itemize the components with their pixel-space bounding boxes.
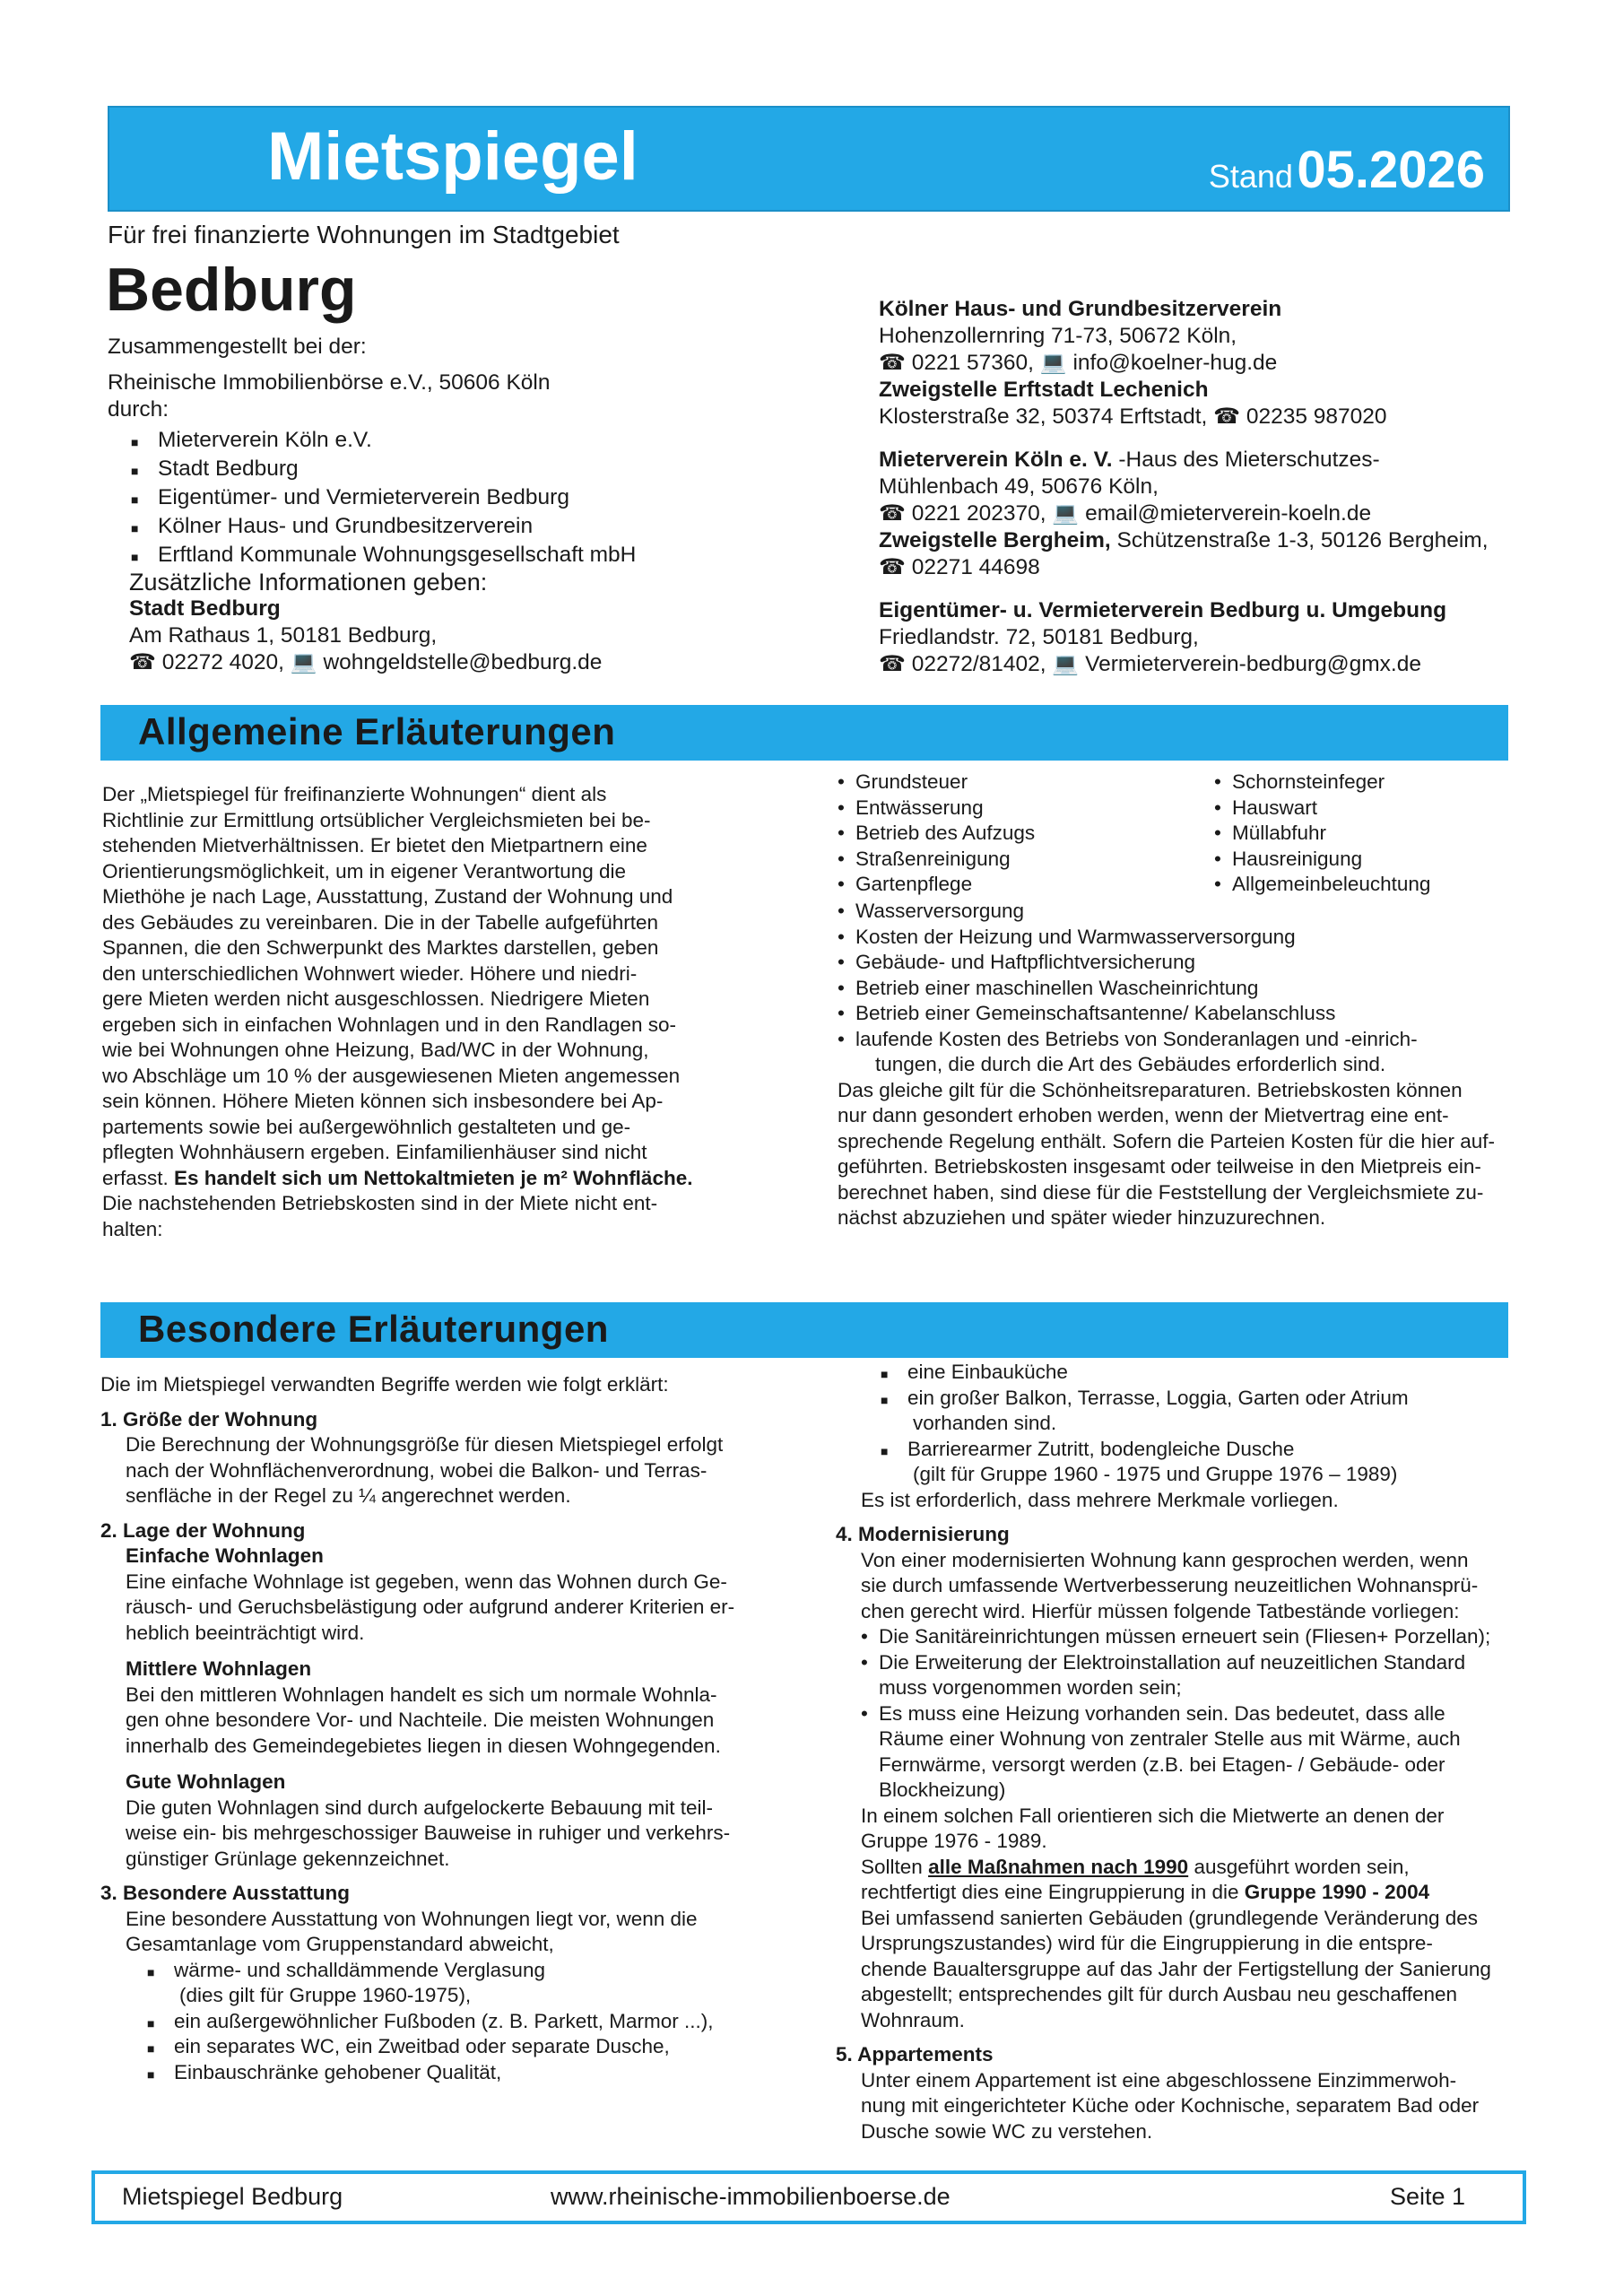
subsection-subtitle: Einfache Wohnlagen <box>126 1544 324 1567</box>
costs-full-list <box>838 899 1555 1052</box>
cost-item: • Grundsteuer <box>855 770 1035 796</box>
nettokalt-note: Es handelt sich um Nettokaltmieten je m² Wohnfläche. <box>174 1166 693 1189</box>
contact-phone: 02271 44698 <box>911 555 1040 579</box>
text-line: Räume einer Wohnung von zentraler Stelle aus mit Wärme, auch <box>879 1727 1461 1750</box>
stadt-email[interactable]: wohngeldstelle@bedburg.de <box>323 650 603 674</box>
contact-addr: Friedlandstr. 72, 50181 Bedburg, <box>879 625 1199 649</box>
stand-date <box>1209 140 1485 200</box>
costs-left-list <box>855 770 1035 898</box>
cost-item: • Betrieb des Aufzugs <box>855 821 1035 847</box>
contact-name: Zweigstelle Bergheim, <box>879 528 1111 552</box>
cost-item: • Betrieb einer Gemeinschaftsantenne/ Kabelanschluss <box>855 1001 1555 1027</box>
text-line <box>102 1166 838 1192</box>
ausstattung-list-cont <box>836 1437 1553 1463</box>
text-line: (dies gilt für Gruppe 1960-1975), <box>179 1984 472 2006</box>
cost-item: • Betrieb einer maschinellen Wascheinrichtung <box>855 976 1555 1002</box>
phone-icon: ☎ <box>129 650 156 674</box>
text-line: räusch- und Geruchsbelästigung oder aufgrund anderer Kriterien er- <box>126 1596 735 1618</box>
text-line <box>861 1880 1553 1906</box>
massnahmen-note: alle Maßnahmen nach 1990 <box>928 1855 1189 1878</box>
contact-name: Mieterverein Köln e. V. <box>879 448 1113 472</box>
gruppe-note: Gruppe 1990 - 2004 <box>1244 1881 1430 1903</box>
text-line: Dusche sowie WC zu verstehen. <box>861 2119 1153 2143</box>
modernisierung-list <box>861 1701 1553 1727</box>
text-line: Unter einem Appartement ist eine abgeschlossene Einzimmerwoh- <box>861 2068 1457 2092</box>
text-line: chen gerecht wird. Hierfür müssen folgende Tatbestände vorliegen: <box>861 1599 1460 1622</box>
cost-item: • Entwässerung <box>855 796 1035 822</box>
contact-name-rest: -Haus des Mieterschutzes- <box>1112 448 1380 472</box>
footer <box>91 2170 1526 2224</box>
header-left-block <box>108 334 843 676</box>
text-line: den unterschiedlichen Wohnwert wieder. Höhere und niedri- <box>102 961 638 985</box>
cost-item: • Hauswart <box>1232 796 1430 822</box>
text-line: heblich beeinträchtigt wird. <box>126 1621 365 1644</box>
text-line: Eine einfache Wohnlage ist gegeben, wenn das Wohnen durch Ge- <box>126 1570 727 1593</box>
cost-item: • Allgemeinbeleuchtung <box>1232 872 1430 898</box>
text-line: Richtlinie zur Ermittlung ortsüblicher Vergleichsmieten bei be- <box>102 808 651 831</box>
ausstattung-item: ■ Einbauschränke gehobener Qualität, <box>174 2060 836 2086</box>
subsection-subtitle: Mittlere Wohnlagen <box>126 1657 312 1680</box>
contact-addr: Hohenzollernring 71-73, 50672 Köln, <box>879 324 1237 348</box>
cost-item: • Schornsteinfeger <box>1232 770 1430 796</box>
text-line: wo Abschläge um 10 % der ausgewiesenen Mieten angemessen <box>102 1064 681 1087</box>
ausstattung-item: ■ ein außergewöhnlicher Fußboden (z. B. Parkett, Marmor ...), <box>174 2009 836 2035</box>
text-line: wie bei Wohnungen ohne Heizung, Bad/WC in der Wohnung, <box>102 1039 649 1061</box>
text-line: nach der Wohnflächenverordnung, wobei die Balkon- und Terras- <box>126 1458 708 1482</box>
stadt-contact <box>129 649 843 676</box>
ausstattung-list <box>126 2009 836 2086</box>
cost-item: • Gebäude- und Haftpflichtversicherung <box>855 950 1555 976</box>
contact-name: Eigentümer- u. Vermieterverein Bedburg u. Umgebung <box>879 598 1447 622</box>
text-span: Sollten <box>861 1855 929 1878</box>
city-name: Bedburg <box>106 256 357 324</box>
phone-icon: ☎ <box>879 652 906 676</box>
computer-icon: 💻 <box>1052 652 1080 676</box>
costs-right-list <box>1232 770 1430 898</box>
ausstattung-item: ■ eine Einbauküche <box>907 1360 1553 1386</box>
ausstattung-list-cont <box>836 1360 1553 1411</box>
ausstattung-item: ■ ein großer Balkon, Terrasse, Loggia, Garten oder Atrium <box>907 1386 1553 1412</box>
contact-line <box>879 500 1542 527</box>
text-line: In einem solchen Fall orientieren sich die Mietwerte an denen der <box>861 1804 1445 1827</box>
text-line: Der „Mietspiegel für freifinanzierte Wohnungen“ dient als <box>102 783 607 805</box>
computer-icon: 💻 <box>290 650 317 674</box>
contact-phone: 02235 987020 <box>1246 404 1387 429</box>
contact-phone: 0221 202370, <box>911 501 1046 526</box>
contact-email[interactable]: email@mieterverein-koeln.de <box>1085 501 1372 526</box>
phone-icon: ☎ <box>879 501 906 526</box>
text-span: erfasst. <box>102 1166 175 1189</box>
members-list <box>108 427 843 569</box>
subsection-title: 2. Lage der Wohnung <box>100 1518 306 1542</box>
text-line: Die Berechnung der Wohnungsgröße für diesen Mietspiegel erfolgt <box>126 1433 724 1456</box>
allgemein-left-text <box>102 782 838 1242</box>
text-line: (gilt für Gruppe 1960 - 1975 und Gruppe 1976 – 1989) <box>913 1463 1398 1485</box>
contact-line <box>879 554 1542 581</box>
computer-icon: 💻 <box>1052 501 1080 526</box>
contacts-block <box>879 296 1542 678</box>
contact-name: Kölner Haus- und Grundbesitzerverein <box>879 297 1282 321</box>
modernisierung-item: • Die Erweiterung der Elektroinstallation auf neuzeitlichen Standard <box>879 1650 1553 1676</box>
subsection-subtitle: Gute Wohnlagen <box>126 1770 286 1793</box>
text-line: Fernwärme, versorgt werden (z.B. bei Etagen- / Gebäude- oder <box>879 1752 1445 1776</box>
phone-icon: ☎ <box>879 351 906 375</box>
stadt-phone: 02272 4020, <box>161 650 284 674</box>
text-line: nächst abzuziehen und später wieder hinzuzurechnen. <box>838 1206 1326 1229</box>
phone-icon: ☎ <box>1213 404 1241 429</box>
ausstattung-item: ■ ein separates WC, ein Zweitbad oder separate Dusche, <box>174 2034 836 2060</box>
text-line: Die nachstehenden Betriebskosten sind in der Miete nicht ent- <box>102 1192 658 1214</box>
title-banner <box>108 106 1510 212</box>
contact-addr: Schützenstraße 1-3, 50126 Bergheim, <box>1110 528 1489 552</box>
text-line: innerhalb des Gemeindegebietes liegen in diesen Wohngegenden. <box>126 1734 721 1757</box>
contact-line <box>879 447 1542 474</box>
text-line: chende Baualtersgruppe auf das Jahr der Fertigstellung der Sanierung <box>861 1957 1491 1980</box>
contact-addr: Klosterstraße 32, 50374 Erftstadt, <box>879 404 1208 429</box>
phone-icon: ☎ <box>879 555 906 579</box>
besonders-right-text <box>836 1360 1553 2144</box>
text-line: gere Mieten werden nicht ausgeschlossen. Niedrigere Mieten <box>102 987 650 1010</box>
text-line: abgestellt; entsprechendes gilt für durch Ausbau neu geschaffenen <box>861 1983 1458 2005</box>
text-line: nur dann gesondert erhoben werden, wenn der Mietvertrag eine ent- <box>838 1104 1449 1126</box>
text-line: Spannen, die den Schwerpunkt des Marktes darstellen, geben <box>102 936 659 959</box>
compiled-by: Zusammengestellt bei der: <box>108 335 367 359</box>
text-line: Das gleiche gilt für die Schönheitsreparaturen. Betriebskosten können <box>838 1078 1463 1101</box>
section-title: Besondere Erläuterungen <box>138 1308 609 1350</box>
footer-right: Seite 1 <box>1389 2183 1465 2210</box>
stand-value: 05.2026 <box>1297 141 1485 199</box>
ausstattung-list <box>126 1958 836 1984</box>
footer-center[interactable]: www.rheinische-immobilienboerse.de <box>551 2183 951 2210</box>
cost-item: • Hausreinigung <box>1232 847 1430 873</box>
contact-line <box>879 651 1542 678</box>
member-item: ■ Kölner Haus- und Grundbesitzerverein <box>158 513 843 540</box>
cost-item: • Gartenpflege <box>855 872 1035 898</box>
cost-item: • Wasserversorgung <box>855 899 1555 925</box>
member-item: ■ Erftland Kommunale Wohnungsgesellschaft mbH <box>158 542 843 569</box>
org: Rheinische Immobilienbörse e.V., 50606 Köln <box>108 370 551 395</box>
text-line: Bei den mittleren Wohnlagen handelt es sich um normale Wohnla- <box>126 1683 717 1706</box>
contact-email[interactable]: Vermieterverein-bedburg@gmx.de <box>1085 652 1421 676</box>
text-line: partements sowie bei außergewöhnlich gestalteten und ge- <box>102 1115 631 1138</box>
text-line: vorhanden sind. <box>913 1412 1057 1434</box>
text-line: stehenden Mietverhältnissen. Er bietet den Mietpartnern eine <box>102 834 647 857</box>
text-line: Eine besondere Ausstattung von Wohnungen liegt vor, wenn die <box>126 1907 698 1930</box>
besonders-left-text <box>100 1372 836 2085</box>
text-line: sprechende Regelung enthält. Sofern die Parteien Kosten für die hier auf- <box>838 1129 1495 1152</box>
durch: durch: <box>108 397 169 422</box>
text-line: gen ohne besondere Vor- und Nachteile. Die meisten Wohnungen <box>126 1709 715 1731</box>
subsection-title: 5. Appartements <box>836 2043 994 2066</box>
contact-line <box>879 527 1542 554</box>
contact-name: Zweigstelle Erftstadt Lechenich <box>879 378 1209 402</box>
subsection-title: 3. Besondere Ausstattung <box>100 1882 350 1904</box>
contact-addr: Mühlenbach 49, 50676 Köln, <box>879 474 1159 499</box>
text-line: Miethöhe je nach Lage, Ausstattung, Zustand der Wohnung und <box>102 885 673 908</box>
ausstattung-item: ■ wärme- und schalldämmende Verglasung <box>174 1958 836 1984</box>
modernisierung-list <box>861 1624 1553 1675</box>
text-line: Gesamtanlage vom Gruppenstandard abweicht, <box>126 1933 554 1955</box>
stadt-addr: Am Rathaus 1, 50181 Bedburg, <box>129 623 438 648</box>
text-span: rechtfertigt dies eine Eingruppierung in die <box>861 1881 1245 1903</box>
text-line: des Gebäudes zu vereinbaren. Die in der Tabelle aufgeführten <box>102 910 659 934</box>
allgemein-right-text <box>838 770 1555 1231</box>
text-line: Es ist erforderlich, dass mehrere Merkmale vorliegen. <box>861 1488 1339 1511</box>
member-item: ■ Eigentümer- und Vermieterverein Bedburg <box>158 484 843 511</box>
modernisierung-item: • Die Sanitäreinrichtungen müssen erneuert sein (Fliesen+ Porzellan); <box>879 1624 1553 1650</box>
section-bar-allgemein <box>100 705 1508 761</box>
text-line: geführten. Betriebskosten insgesamt oder teilweise in den Mietpreis ein- <box>838 1155 1481 1178</box>
cost-item: • Straßenreinigung <box>855 847 1035 873</box>
stand-label: Stand <box>1208 158 1293 195</box>
cost-item: • Müllabfuhr <box>1232 821 1430 847</box>
cost-item: • laufende Kosten des Betriebs von Sonderanlagen und -einrich- <box>855 1027 1555 1053</box>
text-line <box>861 1855 1553 1881</box>
member-item: ■ Mieterverein Köln e.V. <box>158 427 843 454</box>
subsection-title: 4. Modernisierung <box>836 1523 1010 1545</box>
subtitle: Für frei finanzierte Wohnungen im Stadtgebiet <box>108 221 620 248</box>
contact-phone: 02272/81402, <box>911 652 1046 676</box>
text-line: weise ein- bis mehrgeschossiger Bauweise in ruhiger und verkehrs- <box>126 1822 731 1844</box>
contact-phone: 0221 57360, <box>911 351 1034 375</box>
subsection-title: 1. Größe der Wohnung <box>100 1407 318 1431</box>
section-title: Allgemeine Erläuterungen <box>138 710 616 752</box>
text-line: ergeben sich in einfachen Wohnlagen und in den Randlagen so- <box>102 1013 677 1036</box>
text-line: berechnet haben, sind diese für die Feststellung der Vergleichsmiete zu- <box>838 1180 1484 1204</box>
page-title: Mietspiegel <box>267 118 638 195</box>
section-bar-besonders <box>100 1302 1508 1358</box>
text-line: sie durch umfassende Wertverbesserung neuzeitlichen Wohnansprü- <box>861 1574 1479 1596</box>
text-line: günstiger Grünlage gekennzeichnet. <box>126 1847 450 1870</box>
cost-item: • Kosten der Heizung und Warmwasserversorgung <box>855 925 1555 951</box>
text-line: Gruppe 1976 - 1989. <box>861 1830 1047 1852</box>
text-line: Wohnraum. <box>861 2008 965 2031</box>
text-line: nung mit eingerichteter Küche oder Kochnische, separatem Bad oder <box>861 2094 1480 2117</box>
text-line: muss vorgenommen worden sein; <box>879 1676 1182 1699</box>
member-item: ■ Stadt Bedburg <box>158 456 843 483</box>
info-heading: Zusätzliche Informationen geben: <box>129 569 488 596</box>
contact-line <box>879 350 1542 377</box>
footer-left: Mietspiegel Bedburg <box>122 2183 343 2210</box>
text-line: senfläche in der Regel zu ¼ angerechnet werden. <box>126 1484 571 1507</box>
modernisierung-item: • Es muss eine Heizung vorhanden sein. Das bedeutet, dass alle <box>879 1701 1553 1727</box>
intro: Die im Mietspiegel verwandten Begriffe werden wie folgt erklärt: <box>100 1373 669 1396</box>
text-span: ausgeführt worden sein, <box>1188 1855 1410 1878</box>
text-line: Blockheizung) <box>879 1779 1006 1801</box>
computer-icon: 💻 <box>1039 351 1067 375</box>
text-line: Bei umfassend sanierten Gebäuden (grundlegende Veränderung des <box>861 1906 1478 1929</box>
text-line: Ursprungszustandes) wird für die Eingruppierung in die entspre- <box>861 1932 1433 1954</box>
stadt-name: Stadt Bedburg <box>129 596 281 621</box>
text-line: sein können. Höhere Mieten können sich insbesondere bei Ap- <box>102 1090 664 1112</box>
text-line: Von einer modernisierten Wohnung kann gesprochen werden, wenn <box>861 1548 1469 1571</box>
text-line: Orientierungsmöglichkeit, um in eigener Verantwortung die <box>102 859 627 883</box>
text-line: halten: <box>102 1217 163 1240</box>
ausstattung-item: ■ Barrierearmer Zutritt, bodengleiche Dusche <box>907 1437 1553 1463</box>
contact-line <box>879 404 1542 430</box>
text-line: tungen, die durch die Art des Gebäudes erforderlich sind. <box>875 1053 1386 1075</box>
contact-email[interactable]: info@koelner-hug.de <box>1072 351 1278 375</box>
text-line: Die guten Wohnlagen sind durch aufgelockerte Bebauung mit teil- <box>126 1796 713 1819</box>
text-line: pflegten Wohnhäusern ergeben. Einfamilienhäuser sind nicht <box>102 1141 647 1163</box>
